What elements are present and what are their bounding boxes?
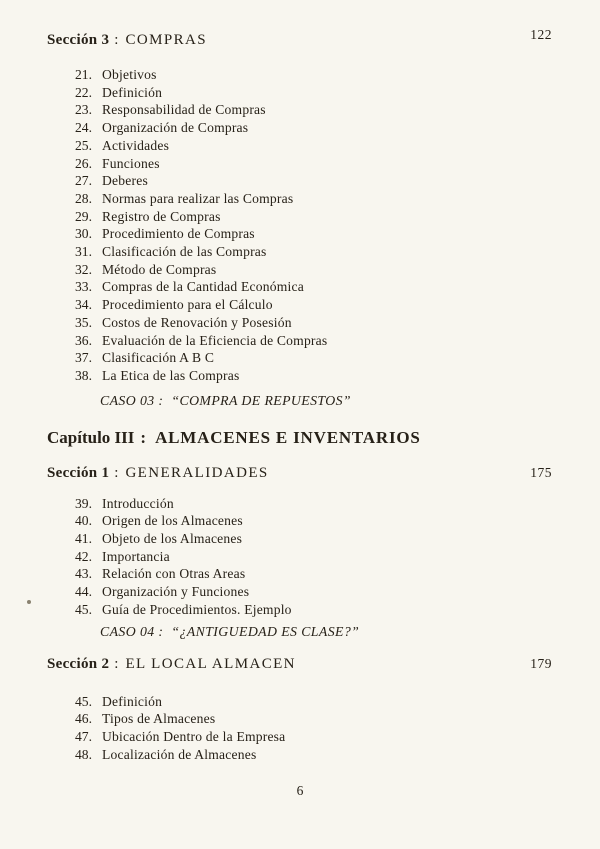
section-colon: : xyxy=(114,32,119,48)
item-title: Evaluación de la Eficiencia de Compras xyxy=(102,332,328,348)
item-title: Clasificación A B C xyxy=(102,350,215,366)
item-number: 23. xyxy=(75,102,92,118)
toc-item xyxy=(75,693,552,711)
item-number: 40. xyxy=(75,513,92,529)
item-number: 46. xyxy=(75,711,92,727)
toc-item xyxy=(75,728,552,746)
toc-list-compras xyxy=(47,66,552,385)
toc-item xyxy=(75,314,552,332)
item-title: Importancia xyxy=(102,548,170,564)
item-number: 43. xyxy=(75,566,92,582)
item-title: La Etica de las Compras xyxy=(102,367,240,383)
item-title: Normas para realizar las Compras xyxy=(102,190,294,206)
section-label: Sección 3 xyxy=(47,32,110,48)
toc-item xyxy=(75,601,552,619)
item-title: Funciones xyxy=(102,155,160,171)
footer-page-number: 6 xyxy=(296,783,304,798)
item-title: Tipos de Almacenes xyxy=(102,711,216,727)
item-title: Procedimiento para el Cálculo xyxy=(102,297,273,313)
section-heading-text xyxy=(47,30,207,50)
item-number: 31. xyxy=(75,244,92,260)
toc-item xyxy=(75,243,552,261)
item-title: Organización de Compras xyxy=(102,120,249,136)
toc-item xyxy=(75,172,552,190)
item-number: 45. xyxy=(75,693,92,709)
toc-list-generalidades xyxy=(47,495,552,619)
section-colon: : xyxy=(114,655,119,672)
toc-item xyxy=(75,101,552,119)
item-number: 29. xyxy=(75,208,92,224)
item-number: 28. xyxy=(75,190,92,206)
section-page-number: 175 xyxy=(530,464,552,480)
case-title: “COMPRA DE REPUESTOS” xyxy=(171,392,351,408)
item-number: 30. xyxy=(75,226,92,242)
item-number: 21. xyxy=(75,67,92,82)
item-number: 27. xyxy=(75,173,92,189)
item-title: Objeto de los Almacenes xyxy=(102,531,243,547)
toc-item xyxy=(75,349,552,367)
item-title: Actividades xyxy=(102,137,170,153)
case-label: CASO 03 : xyxy=(100,392,164,408)
item-number: 37. xyxy=(75,350,92,366)
toc-list-local-almacen xyxy=(47,693,552,764)
item-title: Objetivos xyxy=(102,67,157,82)
case-title: “¿ANTIGUEDAD ES CLASE?” xyxy=(171,623,360,639)
chapter-title: ALMACENES E INVENTARIOS xyxy=(155,427,421,447)
item-title: Organización y Funciones xyxy=(102,584,250,600)
toc-item xyxy=(75,530,552,548)
toc-item xyxy=(75,495,552,513)
item-title: Guía de Procedimientos. Ejemplo xyxy=(102,601,292,617)
item-title: Relación con Otras Areas xyxy=(102,566,246,582)
section-heading-local-almacen xyxy=(47,654,552,674)
toc-item xyxy=(75,278,552,296)
item-title: Deberes xyxy=(102,173,148,189)
item-number: 33. xyxy=(75,279,92,295)
chapter-heading xyxy=(47,427,552,450)
item-title: Introducción xyxy=(102,495,174,511)
chapter-label: Capítulo III xyxy=(47,427,135,447)
toc-item xyxy=(75,367,552,385)
toc-item xyxy=(75,119,552,137)
section-page-number: 122 xyxy=(530,27,552,42)
section-colon: : xyxy=(114,464,119,481)
item-number: 22. xyxy=(75,84,92,100)
section-label: Sección 1 xyxy=(47,464,110,481)
item-number: 24. xyxy=(75,120,92,136)
toc-item xyxy=(75,512,552,530)
section-heading-compras xyxy=(47,27,552,50)
toc-item xyxy=(75,710,552,728)
item-title: Ubicación Dentro de la Empresa xyxy=(102,728,286,744)
item-title: Registro de Compras xyxy=(102,208,221,224)
item-title: Costos de Renovación y Posesión xyxy=(102,314,292,330)
item-number: 25. xyxy=(75,137,92,153)
section-label: Sección 2 xyxy=(47,655,110,672)
item-number: 38. xyxy=(75,367,92,383)
section-heading-generalidades xyxy=(47,463,552,483)
section-title: EL LOCAL ALMACEN xyxy=(125,655,296,672)
case-note-03 xyxy=(100,392,552,410)
item-number: 45. xyxy=(75,601,92,617)
toc-item xyxy=(75,261,552,279)
item-number: 44. xyxy=(75,584,92,600)
item-number: 42. xyxy=(75,548,92,564)
toc-item xyxy=(75,296,552,314)
item-title: Método de Compras xyxy=(102,261,217,277)
item-number: 48. xyxy=(75,746,92,762)
toc-item xyxy=(75,548,552,566)
item-number: 34. xyxy=(75,297,92,313)
item-number: 36. xyxy=(75,332,92,348)
item-title: Definición xyxy=(102,693,163,709)
toc-item xyxy=(75,190,552,208)
section-heading-text xyxy=(47,654,296,674)
item-title: Localización de Almacenes xyxy=(102,746,257,762)
chapter-colon: : xyxy=(140,427,147,447)
toc-item xyxy=(75,746,552,764)
scan-speck xyxy=(27,600,31,604)
item-title: Definición xyxy=(102,84,163,100)
toc-item xyxy=(75,565,552,583)
toc-item xyxy=(75,583,552,601)
toc-item xyxy=(75,155,552,173)
item-title: Procedimiento de Compras xyxy=(102,226,255,242)
item-title: Responsabilidad de Compras xyxy=(102,102,266,118)
item-number: 35. xyxy=(75,314,92,330)
item-number: 39. xyxy=(75,495,92,511)
case-label: CASO 04 : xyxy=(100,623,164,639)
toc-item xyxy=(75,208,552,226)
section-title: COMPRAS xyxy=(125,32,207,48)
case-note-04 xyxy=(100,623,552,641)
toc-item xyxy=(75,84,552,102)
item-number: 32. xyxy=(75,261,92,277)
item-title: Compras de la Cantidad Económica xyxy=(102,279,304,295)
item-title: Origen de los Almacenes xyxy=(102,513,243,529)
toc-item xyxy=(75,332,552,350)
toc-item xyxy=(75,66,552,84)
section-heading-text xyxy=(47,463,269,483)
section-page-number: 179 xyxy=(530,655,552,671)
item-title: Clasificación de las Compras xyxy=(102,244,267,260)
item-number: 41. xyxy=(75,531,92,547)
section-title: GENERALIDADES xyxy=(125,464,269,481)
item-number: 47. xyxy=(75,728,92,744)
toc-item xyxy=(75,225,552,243)
toc-item xyxy=(75,137,552,155)
item-number: 26. xyxy=(75,155,92,171)
